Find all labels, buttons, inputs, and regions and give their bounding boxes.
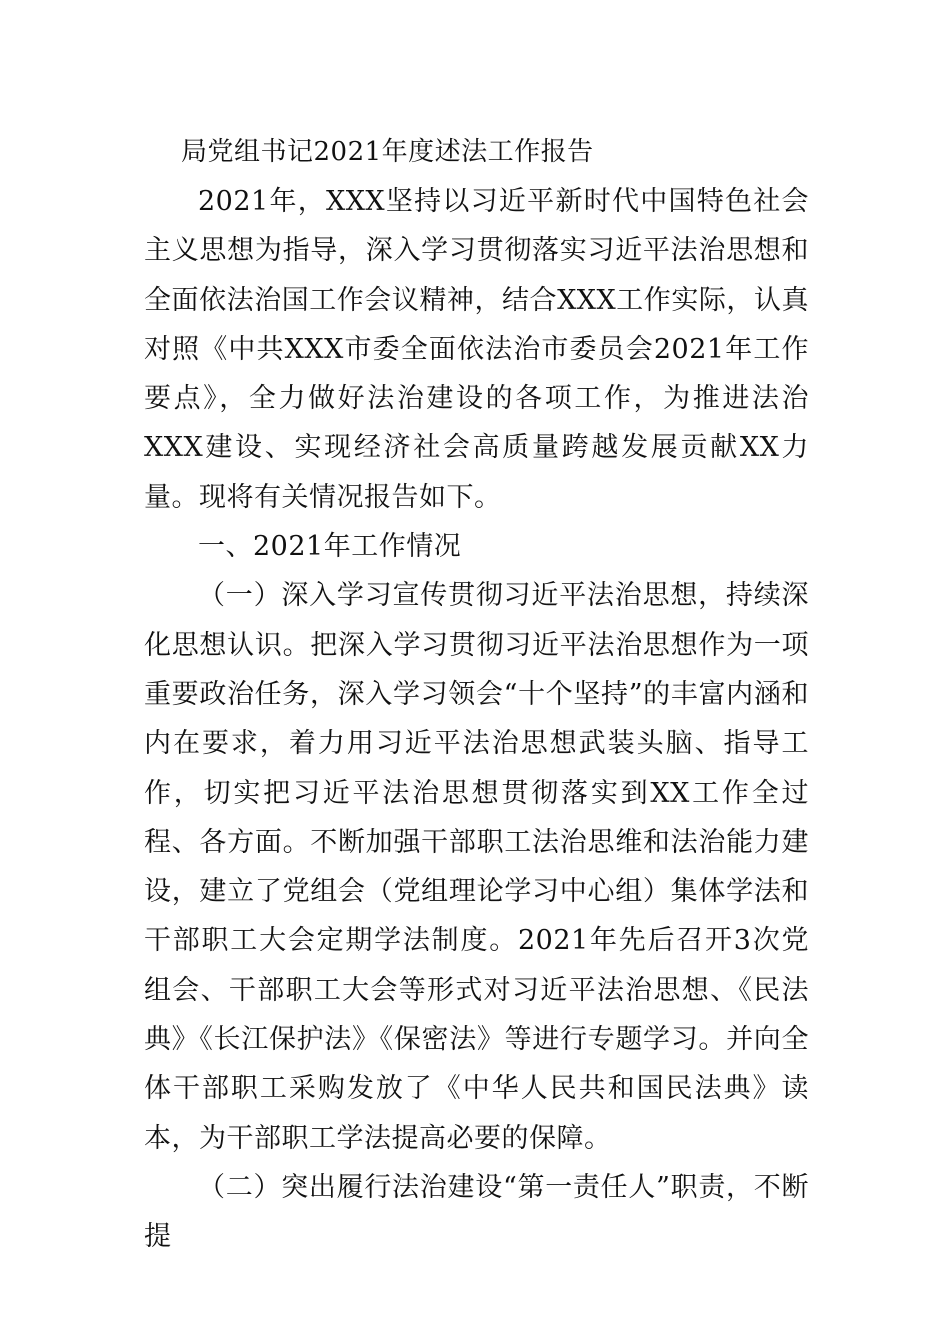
document-title: 局党组书记2021年度述法工作报告 — [181, 137, 594, 167]
document-body — [144, 128, 809, 1262]
subsection-paragraph-1: （一）深入学习宣传贯彻习近平法治思想，持续深化思想认识。把深入学习贯彻习近平法治思想作为一项重要政治任务，深入学习领会“十个坚持”的丰富内涵和内在要求，着力用习近平法治思想武装头脑、指导工作，切实把习近平法治思想贯彻落实到XX工作全过程、各方面。不断加强干部职工法治思维和法治能力建设，建立了党组会（党组理论学习中心组）集体学法和干部职工大会定期学法制度。2021年先后召开3次党组会、干部职工大会等形式对习近平法治思想、《民法典》《长江保护法》《保密法》等进行专题学习。并向全体干部职工采购发放了《中华人民共和国民法典》读本，为干部职工学法提高必要的保障。 — [144, 580, 809, 1154]
intro-paragraph: 2021年，XXX坚持以习近平新时代中国特色社会主义思想为指导，深入学习贯彻落实习近平法治思想和全面依法治国工作会议精神，结合XXX工作实际，认真对照《中共XXX市委全面依法治市委员会2021年工作要点》，全力做好法治建设的各项工作，为推进法治XXX建设、实现经济社会高质量跨越发展贡献XX力量。现将有关情况报告如下。 — [144, 186, 809, 513]
section-heading: 一、2021年工作情况 — [198, 531, 462, 563]
subsection-paragraph-2: （二）突出履行法治建设“第一责任人”职责，不断提 — [144, 1171, 809, 1253]
